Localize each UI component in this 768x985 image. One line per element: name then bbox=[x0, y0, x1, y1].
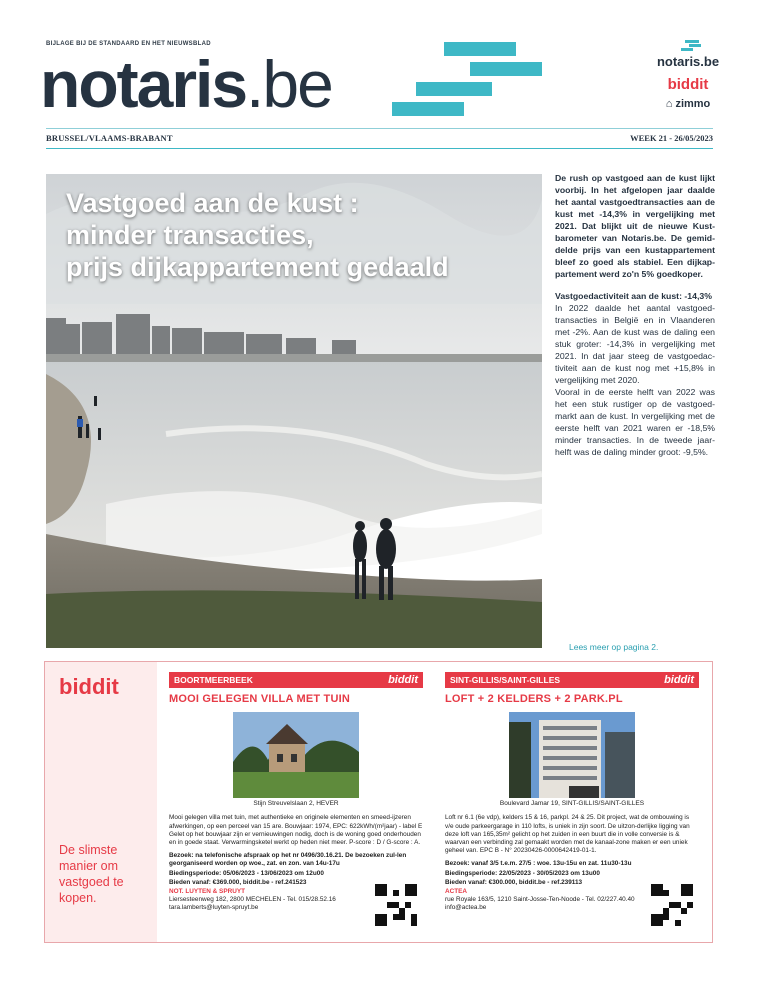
brand-main: notaris bbox=[40, 47, 247, 121]
qr-code-icon[interactable] bbox=[651, 884, 693, 926]
hero-photo bbox=[46, 174, 542, 648]
hero-headline: Vastgoed aan de kust : minder transacties, prijs dijkappartement gedaald bbox=[66, 188, 449, 282]
listing-card[interactable] bbox=[445, 672, 699, 938]
issue-date: WEEK 21 - 26/05/2023 bbox=[630, 133, 713, 143]
region-label: BRUSSEL/VLAAMS-BRABANT bbox=[46, 133, 173, 143]
article-lead: De rush op vastgoed aan de kust lijkt voorbij. In het afgelopen jaar daalde het aantal vastgoedtransacties aan de kust met -14,3% in vergelijking met 2021. Dat blijkt uit de nieuwe Kust-barometer van Notaris.be. De gemid-delde prijs van een kustappartement bleef zo goed als stabiel. Een dijkap-partement werd zo'n 5% goedkoper. bbox=[555, 173, 715, 279]
listing-notary: NOT. LUYTEN & SPRUYT bbox=[169, 887, 245, 895]
listing-notary-address: Liersesteenweg 182, 2800 MECHELEN - Tel. 015/28.52.16 bbox=[169, 896, 336, 904]
listing-title: LOFT + 2 KELDERS + 2 PARK.PL bbox=[445, 693, 623, 705]
listing-bar-logo: biddit bbox=[388, 673, 418, 686]
masthead-rule-bottom bbox=[46, 148, 713, 149]
listing-location: BOORTMEERBEEK bbox=[174, 674, 253, 685]
listing-photo[interactable] bbox=[509, 712, 635, 798]
ad-tagline: De slimste manier om vastgoed te kopen. bbox=[59, 843, 124, 905]
listing-price: Bieden vanaf: €369.000, biddit.be - ref.241523 bbox=[169, 878, 307, 886]
zimmo-logo[interactable]: ⌂ zimmo bbox=[665, 98, 711, 110]
listing-period: Biedingsperiode: 05/06/2023 - 13/06/2023 om 12u00 bbox=[169, 869, 324, 877]
listing-notary-address: rue Royale 163/5, 1210 Saint-Josse-Ten-Noode - Tel. 02/227.40.40 bbox=[445, 896, 635, 904]
article-column bbox=[555, 172, 715, 458]
listing-bar bbox=[169, 672, 423, 688]
masthead-rule bbox=[46, 128, 713, 129]
brand-tld: .be bbox=[246, 47, 332, 121]
listing-period: Biedingsperiode: 22/05/2023 - 30/05/2023 om 13u00 bbox=[445, 869, 600, 877]
stripe-4 bbox=[392, 102, 464, 116]
notaris-mini-icon bbox=[675, 40, 701, 52]
brand-logo[interactable] bbox=[40, 47, 332, 121]
listing-address-caption: Stijn Streuvelslaan 2, HEVER bbox=[253, 800, 339, 808]
article-body-2: Vooral in de eerste helft van 2022 was het een stuk rustiger op de vastgoed-markt aan de kust. In vergelijking met de eerste helft van 2021 waren er -18,5% minder transacties. In de tweede jaar-helft was de daling minder groot: -9,5%. bbox=[555, 387, 715, 457]
listing-email[interactable]: info@actea.be bbox=[445, 904, 487, 912]
notaris-logo[interactable]: notaris.be bbox=[656, 54, 720, 69]
listing-address-caption: Boulevard Jamar 19, SINT-GILLIS/SAINT-GILLES bbox=[499, 800, 645, 808]
listing-description: Loft nr 6.1 (6e vdp), kelders 15 & 16, parkpl. 24 & 25. Dit project, wat de ombouwing is v/e oude parkeergarage in 110 lofts, is uniek in zijn soort. De uitzon-derlijke ligging van deze loft van 165,35m² gelicht op het zuiden in een buurt die in volle conversie is & waarvan een verbinding zal gemaakt worden met de kanaal-zone maken er een uniek geheel van. EPC B - N° 20230426-0000642419-01-1. bbox=[445, 814, 690, 855]
listing-card[interactable] bbox=[169, 672, 423, 938]
listing-description: Mooi gelegen villa met tuin, met authentieke en originele elementen en smeed-ijzeren afwerkingen, op een perceel van 15 are. Bouwjaar: 1974, EPC: 622kWh/(m²jaar) - label E Gelet op het bouwjaar zijn er vernieuwingen nodig, doch is de woning goed onderhouden en in goede staat. Verwarmingsketel werkt op heden niet meer. P-score : D / G-score : A. bbox=[169, 814, 423, 846]
ad-sidebar bbox=[45, 662, 157, 942]
ad-biddit-logo[interactable]: biddit bbox=[59, 674, 119, 699]
partner-logos bbox=[648, 40, 728, 110]
stripe-3 bbox=[416, 82, 492, 96]
listing-bar-logo: biddit bbox=[664, 673, 694, 686]
listing-price: Bieden vanaf: €300.000, biddit.be - ref.239113 bbox=[445, 878, 583, 886]
biddit-logo[interactable]: biddit bbox=[667, 76, 709, 93]
listing-photo[interactable] bbox=[233, 712, 359, 798]
listing-visit: Bezoek: vanaf 3/5 t.e.m. 27/5 : woe. 13u-15u en zat. 11u30-13u bbox=[445, 860, 632, 868]
listing-email[interactable]: tara.lamberts@luyten-spruyt.be bbox=[169, 904, 259, 912]
listing-title: MOOI GELEGEN VILLA MET TUIN bbox=[169, 693, 350, 705]
listing-visit: Bezoek: na telefonische afspraak op het nr 0496/30.16.21. De bezoeken zul-len georganiseerd worden op woe., zat. en zon. van 14u-17u bbox=[169, 852, 407, 868]
article-body-1: In 2022 daalde het aantal vastgoed-transacties in België en in Vlaanderen met -2%. Aan de kust was de daling een stuk groter: -14,3% in vergelijking met 2021. In dat jaar steeg de vastgoedac-tiviteit aan de kust nog met +15,8% in vergelijking met 2020. bbox=[555, 303, 715, 385]
listing-location: SINT-GILLIS/SAINT-GILLES bbox=[450, 674, 561, 685]
supplement-note: BIJLAGE BIJ DE STANDAARD EN HET NIEUWSBLAD bbox=[46, 41, 211, 47]
qr-code-icon[interactable] bbox=[375, 884, 417, 926]
read-more-link[interactable]: Lees meer op pagina 2. bbox=[569, 642, 659, 652]
house-icon: ⌂ bbox=[665, 98, 673, 110]
listing-bar bbox=[445, 672, 699, 688]
article-subhead: Vastgoedactiviteit aan de kust: -14,3% bbox=[555, 291, 712, 301]
biddit-ad bbox=[44, 661, 713, 943]
listing-notary: ACTEA bbox=[445, 887, 468, 895]
stripe-2 bbox=[470, 62, 542, 76]
stripe-1 bbox=[444, 42, 516, 56]
